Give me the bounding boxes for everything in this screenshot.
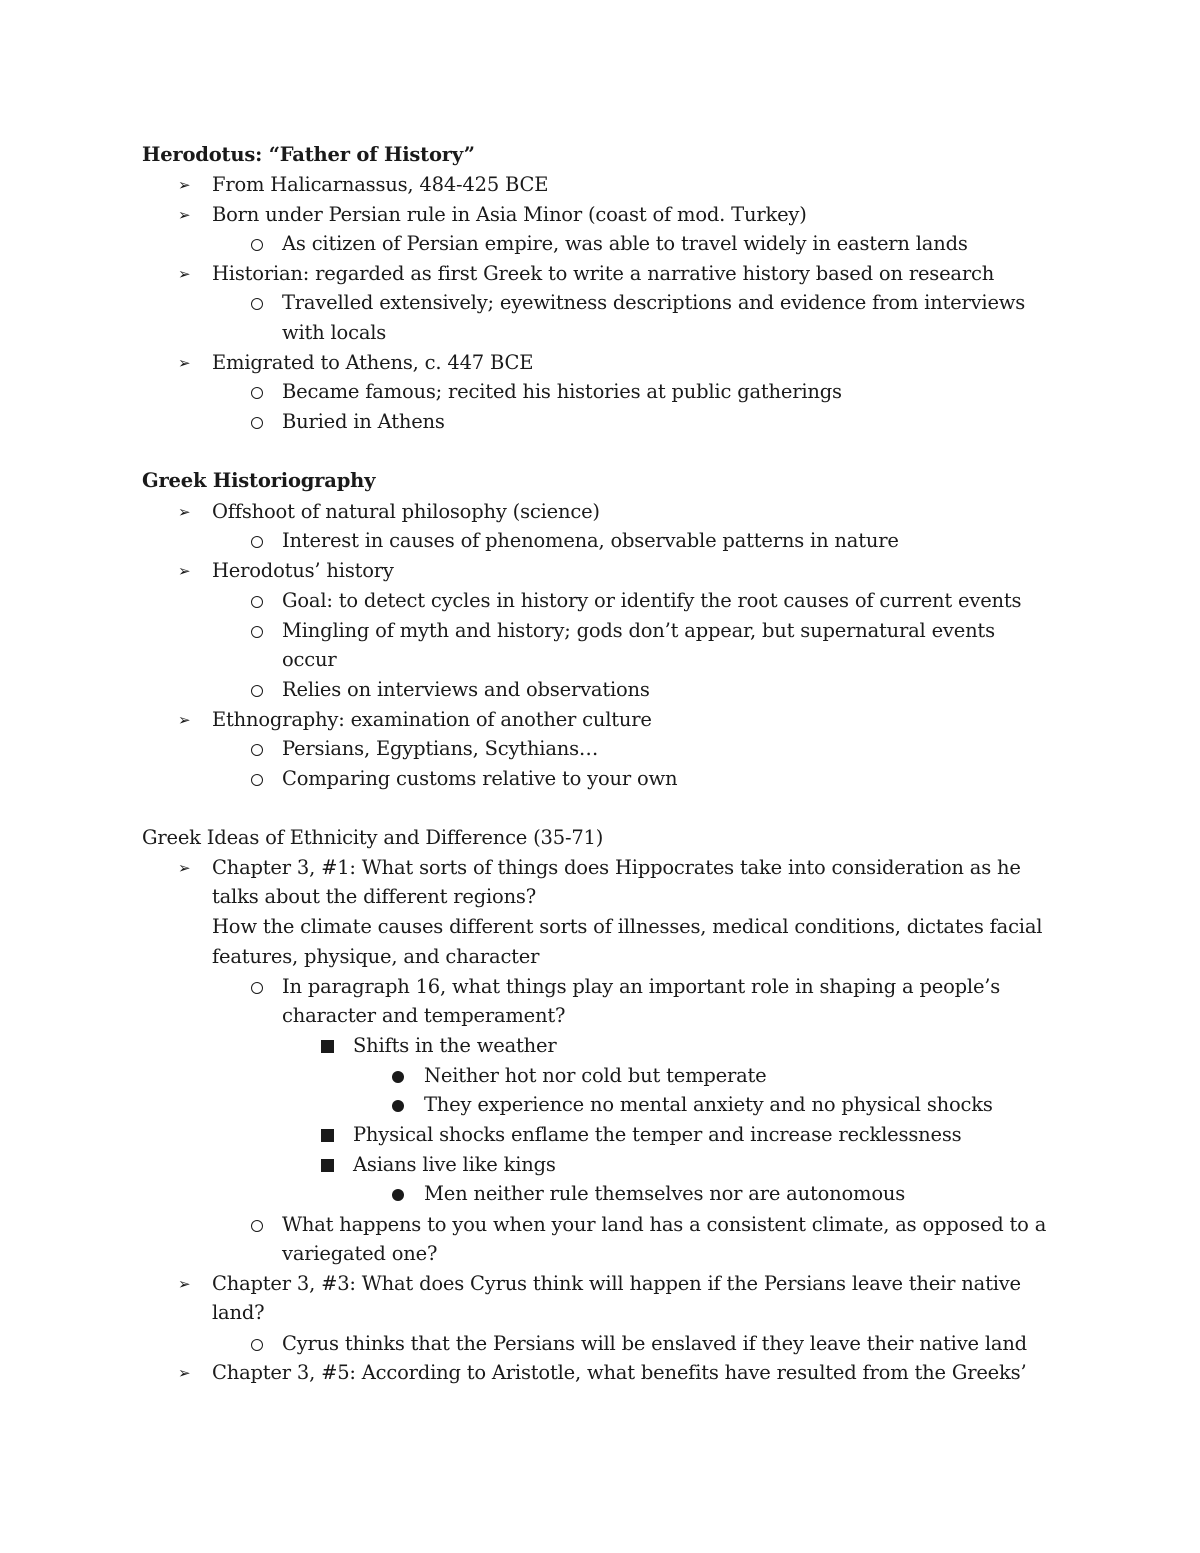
arrow-bullet-icon: ➢ — [178, 206, 191, 224]
item-text: Shifts in the weather — [353, 1034, 557, 1057]
arrow-bullet-icon: ➢ — [178, 1364, 191, 1382]
item-text: Travelled extensively; eyewitness descriptions and evidence from interviews — [282, 291, 1026, 314]
answer-text: features, physique, and character — [212, 945, 540, 968]
section-heading: Herodotus: “Father of History” — [142, 143, 475, 166]
item-text: Born under Persian rule in Asia Minor (coast of mod. Turkey) — [212, 203, 807, 226]
circle-bullet-icon — [251, 387, 263, 399]
item-text: As citizen of Persian empire, was able to travel widely in eastern lands — [282, 232, 968, 255]
item-text: Became famous; recited his histories at public gatherings — [282, 380, 842, 403]
item-text: Neither hot nor cold but temperate — [424, 1064, 767, 1087]
item-text: Physical shocks enflame the temper and increase recklessness — [353, 1123, 962, 1146]
item-text: character and temperament? — [282, 1004, 566, 1027]
item-text: Comparing customs relative to your own — [282, 767, 678, 790]
item-text: Cyrus thinks that the Persians will be enslaved if they leave their native land — [282, 1332, 1027, 1355]
item-text: Goal: to detect cycles in history or identify the root causes of current events — [282, 589, 1022, 612]
circle-bullet-icon — [251, 744, 263, 756]
item-text: Ethnography: examination of another culture — [212, 708, 652, 731]
circle-bullet-icon — [251, 239, 263, 251]
circle-bullet-icon — [251, 1339, 263, 1351]
item-text: Herodotus’ history — [212, 559, 394, 582]
item-text: Relies on interviews and observations — [282, 678, 650, 701]
item-text: variegated one? — [282, 1242, 438, 1265]
item-text: Historian: regarded as first Greek to write a narrative history based on research — [212, 262, 995, 285]
circle-bullet-icon — [251, 536, 263, 548]
item-text: Emigrated to Athens, c. 447 BCE — [212, 351, 534, 374]
section-heading: Greek Historiography — [142, 469, 376, 492]
item-text: with locals — [282, 321, 387, 344]
circle-bullet-icon — [251, 596, 263, 608]
section-heading: Greek Ideas of Ethnicity and Difference (35-71) — [142, 826, 604, 849]
item-text: Offshoot of natural philosophy (science) — [212, 500, 600, 523]
item-text: They experience no mental anxiety and no physical shocks — [424, 1093, 993, 1116]
square-bullet-icon — [321, 1159, 334, 1172]
item-text: In paragraph 16, what things play an important role in shaping a people’s — [282, 975, 1001, 998]
arrow-bullet-icon: ➢ — [178, 1275, 191, 1293]
item-text: Chapter 3, #1: What sorts of things does Hippocrates take into consideration as he — [212, 856, 1021, 879]
answer-text: How the climate causes different sorts of illnesses, medical conditions, dictates facial — [212, 915, 1043, 938]
arrow-bullet-icon: ➢ — [178, 859, 191, 877]
item-text: Mingling of myth and history; gods don’t appear, but supernatural events — [282, 619, 995, 642]
item-text: Chapter 3, #3: What does Cyrus think will happen if the Persians leave their native — [212, 1272, 1021, 1295]
circle-bullet-icon — [251, 685, 263, 697]
circle-bullet-icon — [251, 298, 263, 310]
circle-bullet-icon — [251, 417, 263, 429]
item-text: Men neither rule themselves nor are autonomous — [424, 1182, 906, 1205]
item-text: land? — [212, 1301, 265, 1324]
item-text: talks about the different regions? — [212, 885, 536, 908]
disc-bullet-icon — [392, 1100, 404, 1112]
arrow-bullet-icon: ➢ — [178, 503, 191, 521]
circle-bullet-icon — [251, 774, 263, 786]
circle-bullet-icon — [251, 982, 263, 994]
square-bullet-icon — [321, 1040, 334, 1053]
item-text: Asians live like kings — [353, 1153, 556, 1176]
arrow-bullet-icon: ➢ — [178, 176, 191, 194]
item-text: Interest in causes of phenomena, observable patterns in nature — [282, 529, 899, 552]
item-text: What happens to you when your land has a consistent climate, as opposed to a — [282, 1213, 1047, 1236]
item-text: Chapter 3, #5: According to Aristotle, what benefits have resulted from the Greeks’ — [212, 1361, 1027, 1384]
arrow-bullet-icon: ➢ — [178, 265, 191, 283]
arrow-bullet-icon: ➢ — [178, 354, 191, 372]
arrow-bullet-icon: ➢ — [178, 562, 191, 580]
circle-bullet-icon — [251, 1220, 263, 1232]
item-text: Persians, Egyptians, Scythians… — [282, 737, 599, 760]
arrow-bullet-icon: ➢ — [178, 711, 191, 729]
disc-bullet-icon — [392, 1071, 404, 1083]
item-text: Buried in Athens — [282, 410, 445, 433]
circle-bullet-icon — [251, 626, 263, 638]
item-text: occur — [282, 648, 337, 671]
item-text: From Halicarnassus, 484-425 BCE — [212, 173, 549, 196]
square-bullet-icon — [321, 1129, 334, 1142]
disc-bullet-icon — [392, 1189, 404, 1201]
